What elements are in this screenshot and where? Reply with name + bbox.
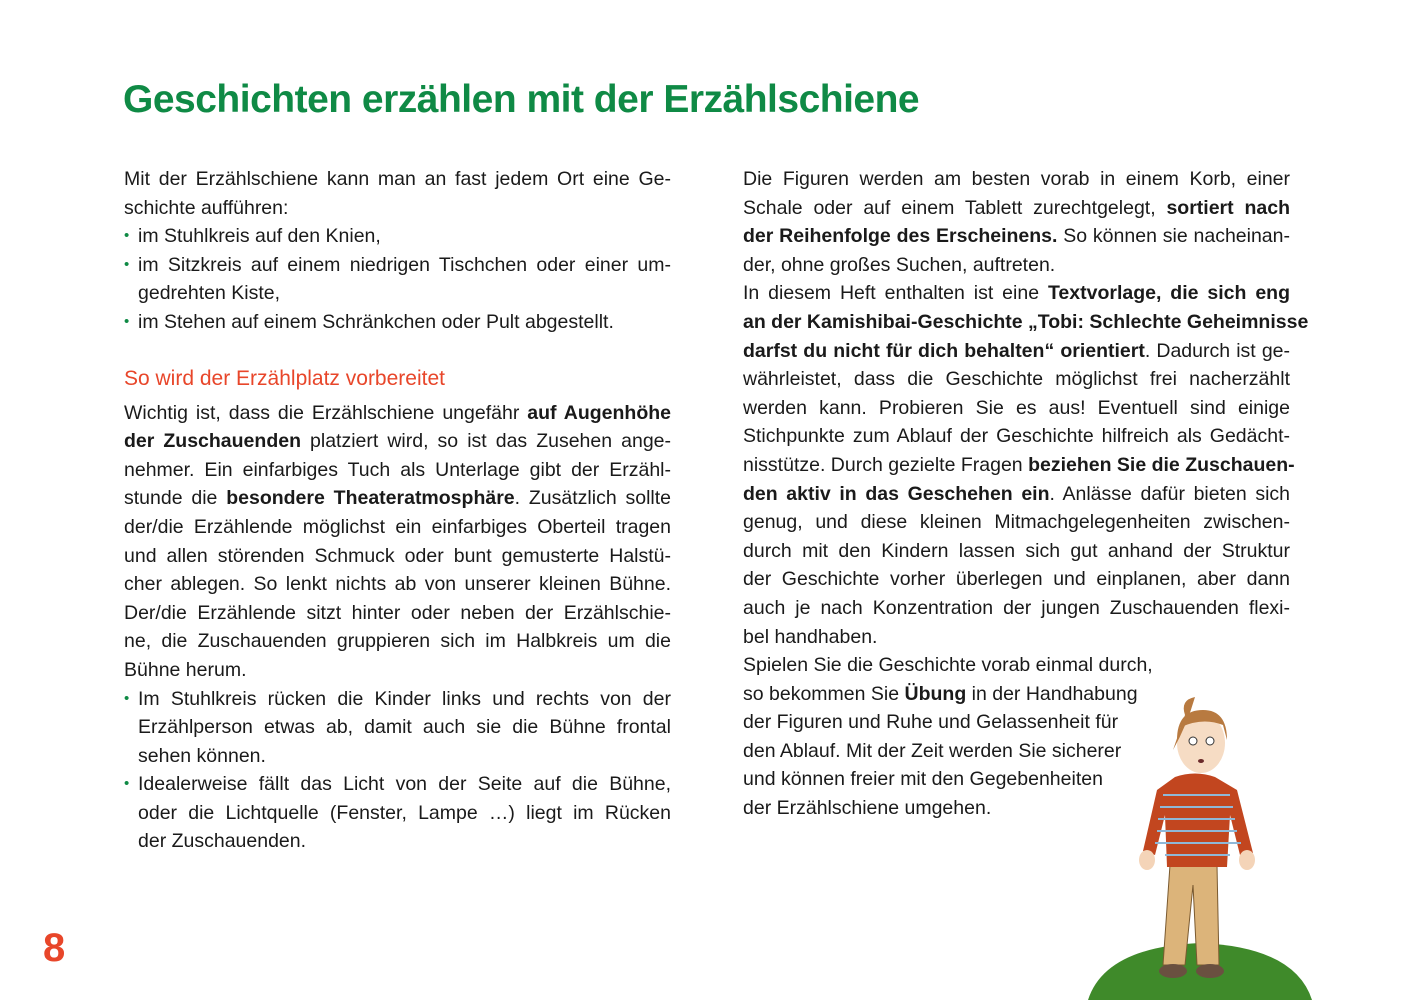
bullet-item — [124, 308, 671, 337]
text-line — [124, 399, 671, 428]
text: und allen störenden Schmuck oder bunt gemusterte Halstü- — [124, 544, 671, 567]
text: nisstütze. Durch gezielte Fragen — [743, 453, 1029, 476]
text: Idealerweise fällt das Licht von der Seite auf die Bühne, — [138, 773, 671, 796]
text-line — [743, 279, 1290, 308]
text-line — [743, 623, 1290, 652]
bold-text: besondere Theateratmosphäre — [226, 487, 515, 510]
text: währleistet, dass die Geschichte möglichst frei nacherzählt — [743, 368, 1290, 391]
text: gedrehten Kiste, — [138, 282, 281, 305]
bold-text: der Reihenfolge des Erscheinens. — [743, 225, 1058, 248]
text: der, ohne großes Suchen, auftreten. — [743, 253, 1056, 276]
text-line — [124, 427, 671, 456]
bold-text: der Zuschauenden — [124, 430, 301, 453]
bold-text: auf Augenhöhe — [527, 401, 672, 424]
text: stunde die — [124, 487, 227, 510]
page-number: 8 — [43, 926, 66, 970]
paragraph — [743, 165, 1290, 279]
text-line — [124, 742, 671, 771]
bold-text: darfst du nicht für dich behalten“ orientiert — [743, 339, 1145, 362]
text: im Stuhlkreis auf den Knien, — [138, 225, 381, 248]
text: . Dadurch ist ge- — [1144, 339, 1290, 362]
bold-text: sortiert nach — [1166, 196, 1290, 219]
text-line — [743, 194, 1290, 223]
text-line — [743, 565, 1290, 594]
text: Der/die Erzählende sitzt hinter oder neben der Erzählschie- — [124, 601, 671, 624]
text-line — [124, 599, 671, 628]
text: oder die Lichtquelle (Fenster, Lampe …) liegt im Rücken — [138, 801, 671, 824]
text-line — [124, 484, 671, 513]
text: im Stehen auf einem Schränkchen oder Pult abgestellt. — [138, 310, 614, 333]
text-line — [743, 165, 1290, 194]
text-line — [743, 308, 1309, 337]
text-line — [124, 513, 671, 542]
text-line — [743, 337, 1290, 366]
text-line — [743, 651, 1290, 680]
text: cher ablegen. So lenkt nichts ab von unserer kleinen Bühne. — [124, 573, 671, 596]
text-line — [743, 537, 1290, 566]
text-line — [124, 279, 671, 308]
text: auch je nach Konzentration der jungen Zuschauenden flexi- — [743, 596, 1290, 619]
text: werden kann. Probieren Sie es aus! Eventuell sind einige — [743, 396, 1290, 419]
text: der Zuschauenden. — [138, 830, 307, 853]
text: Wichtig ist, dass die Erzählschiene ungefähr — [124, 401, 528, 424]
text-line — [124, 165, 671, 194]
paragraph — [743, 279, 1309, 651]
text: nehmer. Ein einfarbiges Tuch als Unterlage gibt der Erzähl- — [124, 458, 671, 481]
bullet-item — [124, 770, 671, 856]
text-line — [124, 713, 671, 742]
text: den Ablauf. Mit der Zeit werden Sie sicherer — [743, 739, 1122, 762]
text-line — [743, 394, 1290, 423]
text: in der Handhabung — [966, 682, 1138, 705]
text-line — [124, 770, 671, 799]
text: genug, und diese kleinen Mitmachgelegenheiten zwischen- — [743, 511, 1290, 534]
paragraph — [124, 165, 671, 222]
text-line — [743, 594, 1290, 623]
paragraph — [124, 399, 671, 685]
text-line — [124, 656, 671, 685]
text-line — [124, 194, 671, 223]
text: sehen können. — [138, 744, 266, 767]
text: durch mit den Kindern lassen sich gut anhand der Struktur — [743, 539, 1290, 562]
child-illustration — [1085, 695, 1315, 1000]
text-line — [124, 251, 671, 280]
text: schichte aufführen: — [124, 196, 289, 219]
text-line — [124, 308, 671, 337]
text-line — [124, 827, 671, 856]
bold-text: Übung — [904, 682, 967, 705]
text: Stichpunkte zum Ablauf der Geschichte hilfreich als Gedächt- — [743, 425, 1290, 448]
text: ne, die Zuschauenden gruppieren sich im Halbkreis um die — [124, 630, 671, 653]
text-line — [743, 480, 1290, 509]
text-line — [743, 508, 1290, 537]
text-line — [743, 365, 1290, 394]
text: In diesem Heft enthalten ist eine — [743, 282, 1048, 305]
text-line — [743, 422, 1290, 451]
bullet-item — [124, 222, 671, 251]
bullet-item — [124, 251, 671, 308]
text: bel handhaben. — [743, 625, 878, 648]
text-line — [124, 456, 671, 485]
text: So können sie nacheinan- — [1057, 225, 1290, 248]
text: . Anlässe dafür bieten sich — [1049, 482, 1291, 505]
bold-text: beziehen Sie die Zuschauen- — [1028, 453, 1295, 476]
bold-text: Textvorlage, die sich eng — [1047, 282, 1290, 305]
text: der Figuren und Ruhe und Gelassenheit für — [743, 711, 1119, 734]
text: Spielen Sie die Geschichte vorab einmal durch, — [743, 654, 1153, 677]
text: und können freier mit den Gegebenheiten — [743, 768, 1103, 791]
text: der Geschichte vorher überlegen und einplanen, aber dann — [743, 568, 1290, 591]
page-title: Geschichten erzählen mit der Erzählschiene — [123, 78, 920, 121]
left-column — [124, 165, 671, 856]
bullet-item — [124, 685, 671, 771]
bold-text: an der Kamishibai-Geschichte „Tobi: Schlechte Geheimnisse — [743, 310, 1309, 333]
bold-text: den aktiv in das Geschehen ein — [743, 482, 1050, 505]
text: Im Stuhlkreis rücken die Kinder links und rechts von der — [138, 687, 671, 710]
text: der Erzählschiene umgehen. — [743, 797, 992, 820]
text-line — [743, 251, 1290, 280]
text: so bekommen Sie — [743, 682, 905, 705]
text-line — [124, 222, 671, 251]
text: Die Figuren werden am besten vorab in einem Korb, einer — [743, 168, 1290, 190]
text-line — [124, 685, 671, 714]
text: Mit der Erzählschiene kann man an fast jedem Ort eine Ge- — [124, 168, 671, 190]
text-line — [743, 222, 1290, 251]
text: der/die Erzählende möglichst ein einfarbiges Oberteil tragen — [124, 515, 671, 538]
text: Schale oder auf einem Tablett zurechtgelegt, — [743, 196, 1167, 219]
text-line — [124, 627, 671, 656]
text-line — [743, 451, 1295, 480]
text: platziert wird, so ist das Zusehen ange- — [301, 430, 672, 453]
text: im Sitzkreis auf einem niedrigen Tischchen oder einer um- — [138, 253, 671, 276]
text-line — [124, 799, 671, 828]
text: . Zusätzlich sollte — [514, 487, 672, 510]
text: Bühne herum. — [124, 658, 247, 681]
section-heading: So wird der Erzählplatz vorbereitet — [124, 366, 445, 390]
text: Erzählperson etwas ab, damit auch sie die Bühne frontal — [138, 716, 671, 739]
text-line — [124, 570, 671, 599]
text-line — [124, 542, 671, 571]
